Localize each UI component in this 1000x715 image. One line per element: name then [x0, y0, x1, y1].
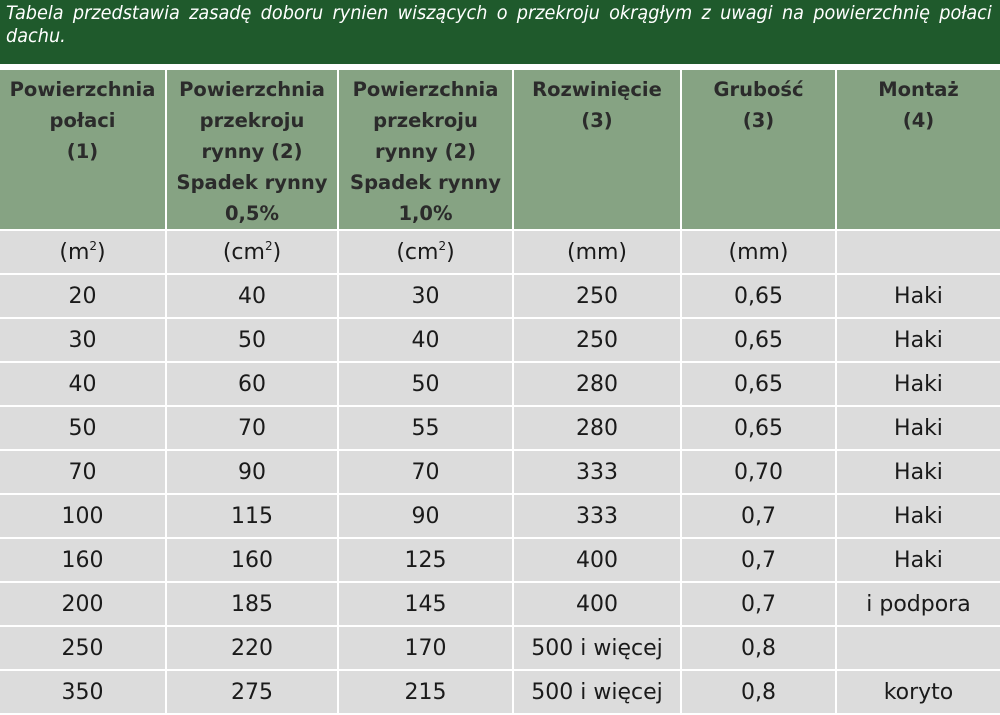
cell-development: 250 — [513, 274, 681, 318]
header-line: 1,0% — [398, 202, 453, 225]
header-line: Grubość — [713, 78, 804, 101]
cell-roof-area: 200 — [0, 582, 166, 626]
header-line: Powierzchnia — [352, 78, 499, 101]
cell-thickness: 0,7 — [681, 538, 836, 582]
cell-roof-area: 20 — [0, 274, 166, 318]
table-caption: Tabela przedstawia zasadę doboru rynien wiszących o przekroju okrągłym z uwagi na powierzchnię połaci dachu. — [6, 2, 992, 47]
cell-section-slope-05: 40 — [166, 274, 338, 318]
table-row — [0, 274, 1000, 318]
cell-section-slope-10: 50 — [338, 362, 513, 406]
header-line: połaci — [49, 109, 116, 132]
table-row — [0, 362, 1000, 406]
cell-section-slope-05: 115 — [166, 494, 338, 538]
cell-development: 400 — [513, 582, 681, 626]
cell-development: 400 — [513, 538, 681, 582]
unit-mounting — [836, 230, 1000, 274]
unit-section-slope-10: $(cm^2)$ — [338, 230, 513, 274]
table-row — [0, 670, 1000, 714]
unit-roof-area: $(m^2)$ — [0, 230, 166, 274]
table-row — [0, 318, 1000, 362]
header-thickness — [681, 70, 836, 230]
header-line: Rozwinięcie — [532, 78, 662, 101]
table-row — [0, 626, 1000, 670]
cell-section-slope-10: 170 — [338, 626, 513, 670]
cell-thickness: 0,7 — [681, 494, 836, 538]
table-header — [0, 70, 1000, 230]
cell-thickness: 0,65 — [681, 406, 836, 450]
table-row — [0, 582, 1000, 626]
header-section-slope-05 — [166, 70, 338, 230]
header-mounting — [836, 70, 1000, 230]
cell-roof-area: 250 — [0, 626, 166, 670]
cell-mounting: Haki — [836, 450, 1000, 494]
cell-section-slope-10: 90 — [338, 494, 513, 538]
cell-thickness: 0,7 — [681, 582, 836, 626]
table-body — [0, 230, 1000, 714]
cell-mounting: Haki — [836, 274, 1000, 318]
header-row — [0, 70, 1000, 230]
table-row — [0, 406, 1000, 450]
cell-thickness: 0,70 — [681, 450, 836, 494]
cell-development: 280 — [513, 406, 681, 450]
cell-thickness: 0,65 — [681, 362, 836, 406]
cell-roof-area: 350 — [0, 670, 166, 714]
table-row — [0, 450, 1000, 494]
cell-roof-area: 30 — [0, 318, 166, 362]
units-row — [0, 230, 1000, 274]
cell-mounting: Haki — [836, 494, 1000, 538]
cell-mounting: koryto — [836, 670, 1000, 714]
unit-development: (mm) — [513, 230, 681, 274]
header-line: rynny (2) — [375, 140, 476, 163]
cell-section-slope-05: 60 — [166, 362, 338, 406]
cell-mounting: Haki — [836, 538, 1000, 582]
header-line: rynny (2) — [201, 140, 303, 163]
unit-section-slope-05: $(cm^2)$ — [166, 230, 338, 274]
cell-thickness: 0,8 — [681, 670, 836, 714]
header-line: Montaż — [878, 78, 959, 101]
header-development — [513, 70, 681, 230]
cell-section-slope-10: 215 — [338, 670, 513, 714]
cell-development: 333 — [513, 450, 681, 494]
header-roof-area — [0, 70, 166, 230]
cell-development: 280 — [513, 362, 681, 406]
cell-development: 333 — [513, 494, 681, 538]
cell-mounting — [836, 626, 1000, 670]
header-line: Spadek rynny — [176, 171, 328, 194]
cell-section-slope-05: 185 — [166, 582, 338, 626]
header-line: przekroju — [373, 109, 478, 132]
cell-mounting: Haki — [836, 362, 1000, 406]
cell-roof-area: 50 — [0, 406, 166, 450]
cell-mounting: Haki — [836, 318, 1000, 362]
header-line: (3) — [742, 109, 775, 132]
cell-thickness: 0,65 — [681, 274, 836, 318]
cell-mounting: Haki — [836, 406, 1000, 450]
header-line: przekroju — [199, 109, 305, 132]
header-line: Powierzchnia — [179, 78, 325, 101]
header-line: (1) — [66, 140, 99, 163]
cell-section-slope-05: 70 — [166, 406, 338, 450]
gutter-selection-table — [0, 70, 1000, 715]
cell-roof-area: 70 — [0, 450, 166, 494]
header-line: Powierzchnia — [9, 78, 156, 101]
cell-roof-area: 160 — [0, 538, 166, 582]
cell-section-slope-10: 145 — [338, 582, 513, 626]
cell-section-slope-05: 50 — [166, 318, 338, 362]
cell-development: 500 i więcej — [513, 626, 681, 670]
header-line: 0,5% — [224, 202, 280, 225]
cell-section-slope-10: 125 — [338, 538, 513, 582]
cell-section-slope-05: 160 — [166, 538, 338, 582]
cell-section-slope-05: 90 — [166, 450, 338, 494]
caption-bar — [0, 0, 1000, 64]
cell-development: 250 — [513, 318, 681, 362]
cell-section-slope-10: 30 — [338, 274, 513, 318]
cell-roof-area: 40 — [0, 362, 166, 406]
cell-section-slope-10: 40 — [338, 318, 513, 362]
cell-section-slope-05: 275 — [166, 670, 338, 714]
header-line: (3) — [581, 109, 613, 132]
header-line: (4) — [902, 109, 935, 132]
header-section-slope-10 — [338, 70, 513, 230]
cell-section-slope-10: 70 — [338, 450, 513, 494]
table-row — [0, 494, 1000, 538]
header-line: Spadek rynny — [350, 171, 501, 194]
cell-development: 500 i więcej — [513, 670, 681, 714]
unit-thickness: (mm) — [681, 230, 836, 274]
cell-mounting: i podpora — [836, 582, 1000, 626]
cell-thickness: 0,65 — [681, 318, 836, 362]
cell-section-slope-10: 55 — [338, 406, 513, 450]
table-row — [0, 538, 1000, 582]
cell-roof-area: 100 — [0, 494, 166, 538]
cell-section-slope-05: 220 — [166, 626, 338, 670]
cell-thickness: 0,8 — [681, 626, 836, 670]
